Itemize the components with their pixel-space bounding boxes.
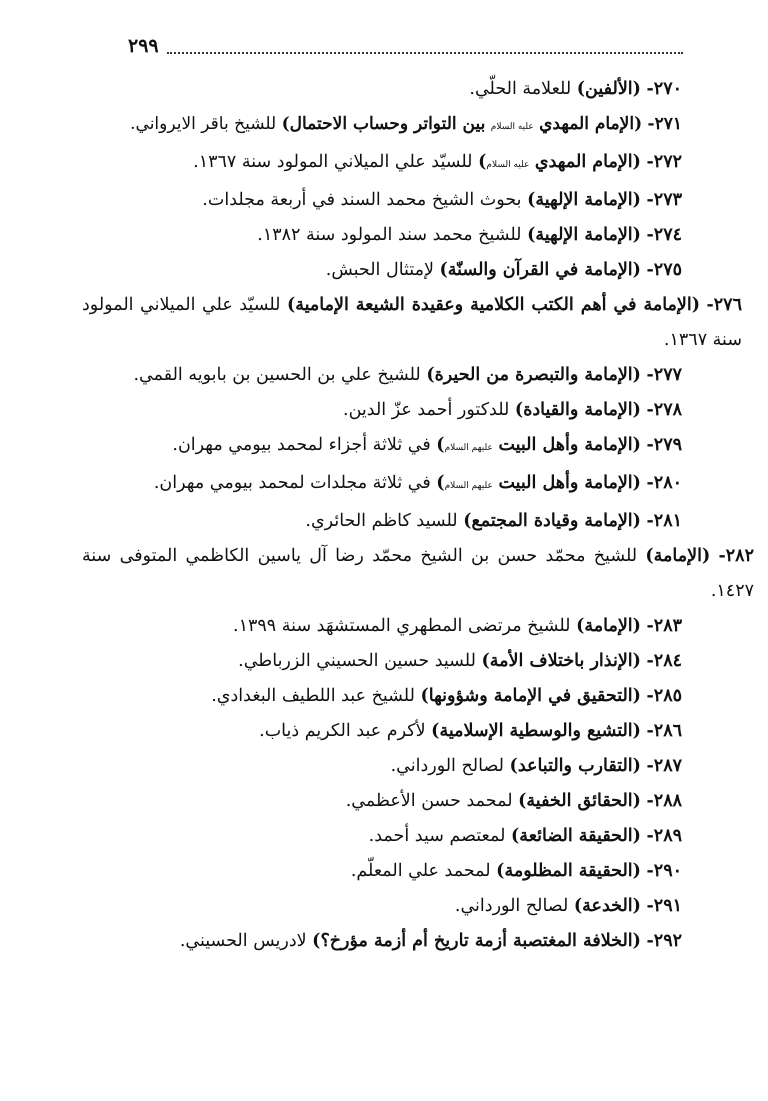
- entry-description: للدكتور أحمد عزّ الدين.: [343, 400, 510, 420]
- list-item: [82, 819, 682, 854]
- entry-separator: -: [646, 473, 654, 493]
- entry-title: (الإنذار باختلاف الأمة): [481, 651, 641, 671]
- entry-description: للشيخ باقر الايرواني.: [130, 114, 277, 134]
- list-item: [82, 107, 682, 145]
- entry-title: (الإمام المهدي: [534, 152, 641, 172]
- entry-separator: -: [646, 721, 654, 741]
- entry-number: ٢٧٤: [653, 225, 682, 245]
- bibliography-list: [82, 72, 754, 959]
- entry-title-end: ): [478, 152, 487, 172]
- entry-title: (التقارب والتباعد): [509, 756, 641, 776]
- entry-separator: -: [647, 114, 655, 134]
- list-item: [82, 253, 682, 288]
- entry-number: ٢٩٠: [653, 861, 682, 881]
- list-item: [82, 358, 682, 393]
- entry-number: ٢٧٩: [653, 435, 682, 455]
- entry-title: (الإمامة في أهم الكتب الكلامية وعقيدة الشيعة الإمامية): [286, 295, 701, 315]
- entry-description: للشيخ محمّد حسن بن الشيخ محمّد رضا آل ياسين الكاظمي المتوفى سنة ١٤٢٧.: [82, 546, 754, 601]
- entry-number: ٢٨١: [653, 511, 682, 531]
- entry-separator: -: [646, 79, 654, 99]
- entry-separator: -: [646, 651, 654, 671]
- entry-separator: -: [646, 190, 654, 210]
- entry-description: لمحمد حسن الأعظمي.: [345, 791, 513, 811]
- entry-title: (الألفين): [576, 79, 641, 99]
- entry-number: ٢٨٠: [653, 473, 682, 493]
- list-item: [82, 854, 682, 889]
- entry-description: في ثلاثة مجلدات لمحمد بيومي مهران.: [153, 473, 431, 493]
- entry-description: للعلامة الحلّي.: [469, 79, 572, 99]
- entry-number: ٢٨٤: [653, 651, 682, 671]
- entry-title: (الخلافة المغتصبة أزمة تاريخ أم أزمة مؤرخ؟): [312, 931, 641, 951]
- entry-description: للشيخ عبد اللطيف البغدادي.: [211, 686, 415, 706]
- entry-title: (الإمامة الإلهية): [527, 190, 641, 210]
- entry-separator: -: [646, 791, 654, 811]
- entry-separator: -: [646, 400, 654, 420]
- entry-title: (الإمامة وأهل البيت: [498, 473, 641, 493]
- entry-number: ٢٧١: [654, 114, 682, 134]
- list-item: [82, 145, 682, 183]
- entry-description: لمحمد علي المعلّم.: [350, 861, 491, 881]
- list-item: [82, 504, 682, 539]
- entry-number: ٢٧٥: [653, 260, 682, 280]
- entry-separator: -: [646, 435, 654, 455]
- entry-number: ٢٨٦: [653, 721, 682, 741]
- entry-separator: -: [646, 225, 654, 245]
- entry-description: للسيّد علي الميلاني المولود سنة ١٣٦٧.: [82, 295, 742, 350]
- entry-title-end: ): [436, 473, 445, 493]
- entry-number: ٢٨٢: [725, 546, 754, 566]
- list-item: [82, 428, 682, 466]
- entry-number: ٢٨٨: [653, 791, 682, 811]
- honorific-glyph: عليه السلام: [486, 160, 530, 170]
- entry-separator: -: [646, 686, 654, 706]
- entry-number: ٢٧٢: [653, 152, 682, 172]
- list-item: [82, 749, 682, 784]
- entry-title: (الإمام المهدي: [539, 114, 643, 134]
- entry-description: لادريس الحسيني.: [179, 931, 307, 951]
- entry-number: ٢٧٦: [713, 295, 742, 315]
- entry-title: (الخدعة): [573, 896, 641, 916]
- entry-separator: -: [646, 511, 654, 531]
- honorific-glyph: عليهم السلام: [444, 481, 493, 491]
- list-item: [82, 714, 682, 749]
- entry-description: للشيخ مرتضى المطهري المستشهَد سنة ١٣٩٩.: [233, 616, 571, 636]
- honorific-glyph: عليه السلام: [490, 122, 534, 132]
- entry-title: (الإمامة والتبصرة من الحيرة): [426, 365, 641, 385]
- entry-title: (الإمامة وقيادة المجتمع): [463, 511, 641, 531]
- entry-separator: -: [646, 861, 654, 881]
- list-item: [82, 218, 682, 253]
- entry-title-end: بين التواتر وحساب الاحتمال): [281, 114, 486, 134]
- entry-title: (الإمامة الإلهية): [527, 225, 641, 245]
- entry-separator: -: [646, 616, 654, 636]
- entry-separator: -: [706, 295, 714, 315]
- list-item: [82, 784, 682, 819]
- entry-title: (الإمامة في القرآن والسنّة): [439, 260, 641, 280]
- list-item: [82, 466, 682, 504]
- list-item: [82, 644, 682, 679]
- entry-separator: -: [718, 546, 726, 566]
- entry-number: ٢٧٨: [653, 400, 682, 420]
- entry-description: لصالح الورداني.: [390, 756, 504, 776]
- entry-title: (التحقيق في الإمامة وشؤونها): [420, 686, 641, 706]
- page-header: [128, 30, 683, 56]
- entry-title: (التشيع والوسطية الإسلامية): [431, 721, 641, 741]
- entry-description: للسيد كاظم الحائري.: [305, 511, 458, 531]
- entry-description: في ثلاثة أجزاء لمحمد بيومي مهران.: [172, 435, 431, 455]
- list-item: [82, 539, 754, 609]
- entry-title: (الإمامة): [576, 616, 641, 636]
- list-item: [82, 72, 682, 107]
- list-item: [82, 924, 682, 959]
- list-item: [82, 288, 742, 358]
- entry-description: للشيخ علي بن الحسين بن بابويه القمي.: [133, 365, 421, 385]
- honorific-glyph: عليهم السلام: [444, 443, 493, 453]
- entry-description: للسيد حسين الحسيني الزرباطي.: [238, 651, 476, 671]
- header-dotted-rule: [167, 46, 683, 54]
- entry-separator: -: [646, 152, 654, 172]
- entry-description: بحوث الشيخ محمد السند في أربعة مجلدات.: [202, 190, 522, 210]
- entry-number: ٢٨٣: [653, 616, 682, 636]
- entry-number: ٢٨٥: [653, 686, 682, 706]
- entry-description: للسيّد علي الميلاني المولود سنة ١٣٦٧.: [193, 152, 473, 172]
- list-item: [82, 679, 682, 714]
- entry-title: (الإمامة والقيادة): [514, 400, 641, 420]
- entry-title-end: ): [436, 435, 445, 455]
- entry-number: ٢٨٩: [653, 826, 682, 846]
- entry-title: (الحقائق الخفية): [518, 791, 641, 811]
- list-item: [82, 609, 682, 644]
- entry-separator: -: [646, 260, 654, 280]
- entry-separator: -: [646, 896, 654, 916]
- entry-separator: -: [646, 826, 654, 846]
- entry-description: لمعتصم سيد أحمد.: [368, 826, 506, 846]
- list-item: [82, 183, 682, 218]
- entry-description: للشيخ محمد سند المولود سنة ١٣٨٢.: [257, 225, 522, 245]
- entry-number: ٢٩١: [653, 896, 682, 916]
- entry-title: (الحقيقة المظلومة): [496, 861, 641, 881]
- entry-title: (الحقيقة الضائعة): [511, 826, 641, 846]
- entry-description: لأكرم عبد الكريم ذياب.: [259, 721, 426, 741]
- entry-separator: -: [646, 931, 654, 951]
- entry-number: ٢٨٧: [653, 756, 682, 776]
- list-item: [82, 393, 682, 428]
- entry-title: (الإمامة وأهل البيت: [498, 435, 641, 455]
- page-number: ٢٩٩: [128, 35, 159, 57]
- entry-number: ٢٩٢: [653, 931, 682, 951]
- entry-description: لصالح الورداني.: [454, 896, 569, 916]
- entry-title: (الإمامة): [645, 546, 711, 566]
- entry-description: لإمتثال الحبش.: [325, 260, 434, 280]
- entry-number: ٢٧٧: [653, 365, 682, 385]
- list-item: [82, 889, 682, 924]
- entry-separator: -: [646, 365, 654, 385]
- entry-separator: -: [646, 756, 654, 776]
- entry-number: ٢٧٣: [653, 190, 682, 210]
- entry-number: ٢٧٠: [653, 79, 682, 99]
